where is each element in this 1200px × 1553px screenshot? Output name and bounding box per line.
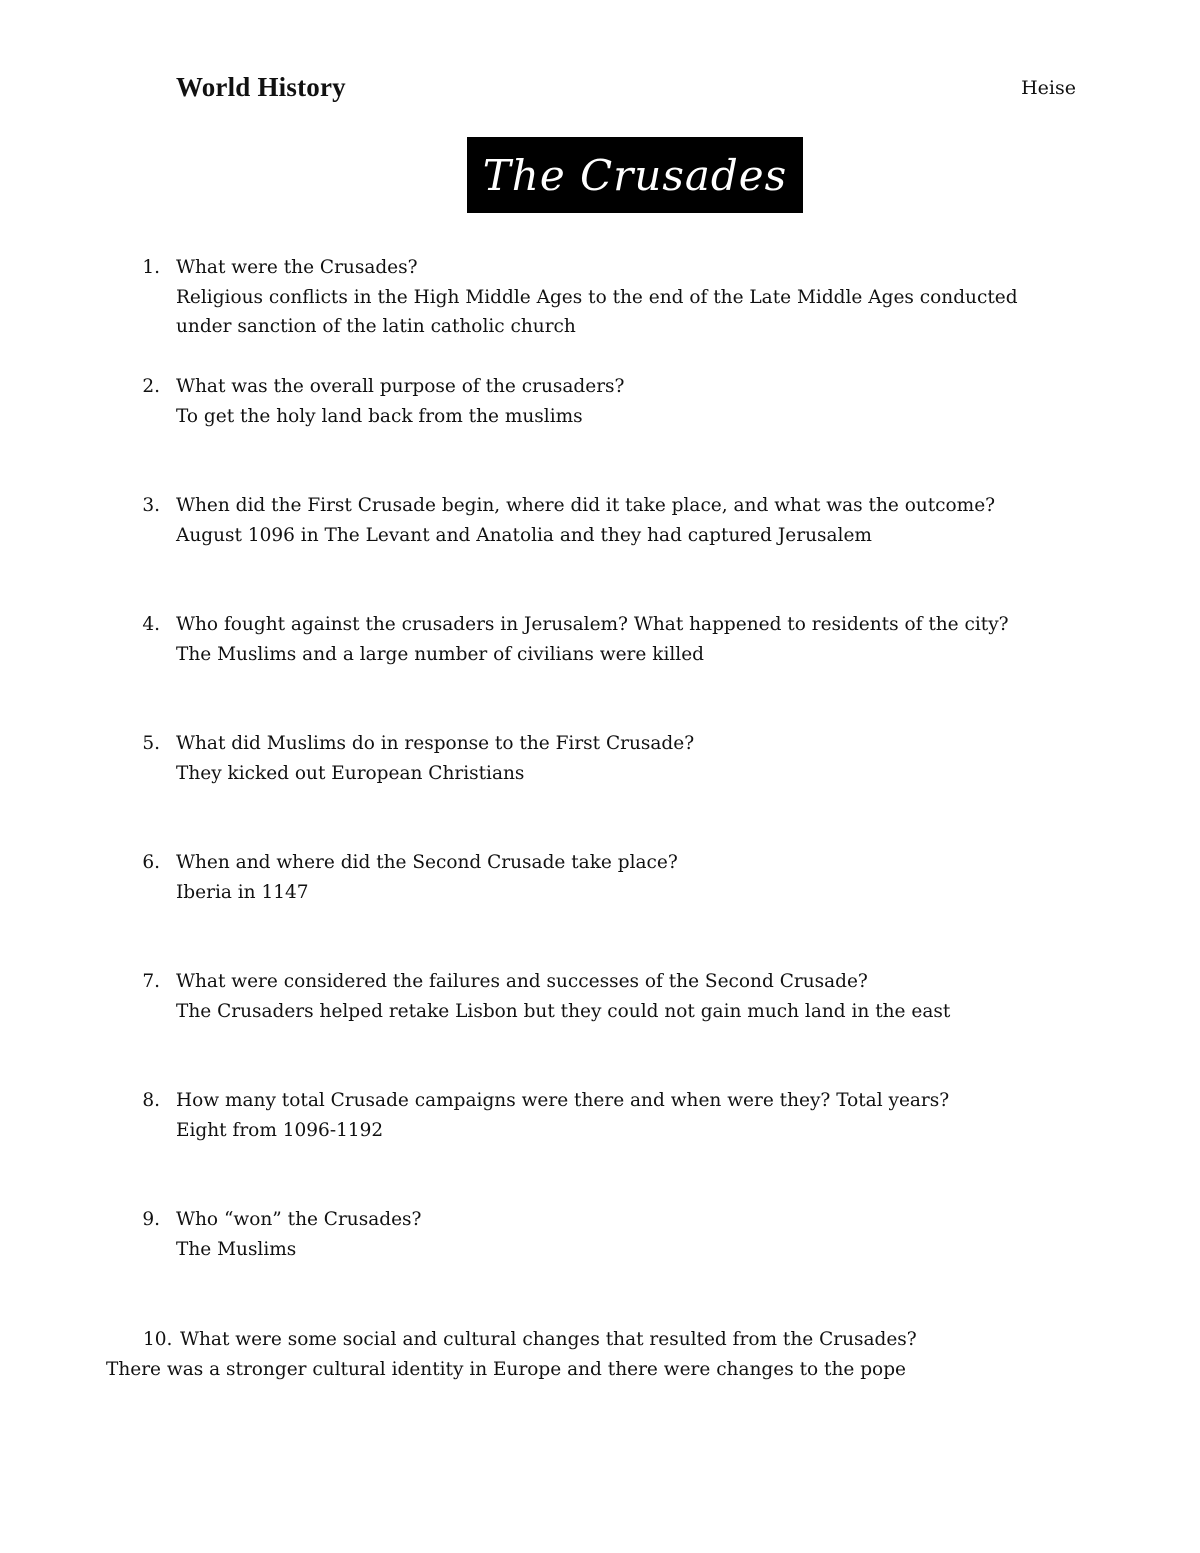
- title-banner: [467, 137, 803, 213]
- answer-text: To get the holy land back from the muslims: [176, 405, 583, 427]
- question-text: What did Muslims do in response to the First Crusade?: [176, 733, 695, 754]
- answer-text: under sanction of the latin catholic church: [176, 316, 576, 337]
- question-text: Who fought against the crusaders in Jerusalem? What happened to residents of the city?: [176, 614, 1009, 635]
- answer-text: Iberia in 1147: [176, 881, 309, 903]
- question-text: What was the overall purpose of the crusaders?: [176, 376, 625, 397]
- answer-text: Eight from 1096-1192: [176, 1119, 384, 1141]
- answer-text: The Muslims: [176, 1238, 297, 1260]
- page-title: The Crusades: [482, 150, 788, 200]
- answer-text: Religious conflicts in the High Middle Ages to the end of the Late Middle Ages conducted: [176, 286, 1018, 308]
- question-text: How many total Crusade campaigns were there and when were they? Total years?: [176, 1090, 950, 1111]
- question-text: When did the First Crusade begin, where did it take place, and what was the outcome?: [176, 495, 996, 516]
- question-number: 7.: [142, 971, 160, 992]
- question-number: 2.: [142, 376, 160, 397]
- question-text: When and where did the Second Crusade take place?: [176, 852, 678, 873]
- question-text: What were some social and cultural changes that resulted from the Crusades?: [180, 1329, 917, 1350]
- question-number: 6.: [142, 852, 160, 873]
- question-number: 8.: [142, 1090, 160, 1111]
- answer-text: They kicked out European Christians: [176, 762, 525, 784]
- teacher-name: Heise: [1021, 77, 1076, 99]
- answer-text: August 1096 in The Levant and Anatolia and they had captured Jerusalem: [176, 524, 872, 546]
- question-number: 3.: [142, 495, 160, 516]
- question-number: 1.: [142, 257, 160, 278]
- question-text: What were the Crusades?: [176, 257, 418, 278]
- answer-text: The Muslims and a large number of civilians were killed: [176, 643, 704, 665]
- question-number: 9.: [142, 1209, 160, 1230]
- answer-text: The Crusaders helped retake Lisbon but they could not gain much land in the east: [176, 1000, 951, 1022]
- question-text: Who “won” the Crusades?: [176, 1209, 422, 1230]
- question-number: 4.: [142, 614, 160, 635]
- answer-text: There was a stronger cultural identity in Europe and there were changes to the pope: [106, 1358, 906, 1380]
- question-text: What were considered the failures and successes of the Second Crusade?: [176, 971, 868, 992]
- question-number: 10.: [143, 1329, 173, 1350]
- question-number: 5.: [142, 733, 160, 754]
- course-title: World History: [176, 72, 346, 102]
